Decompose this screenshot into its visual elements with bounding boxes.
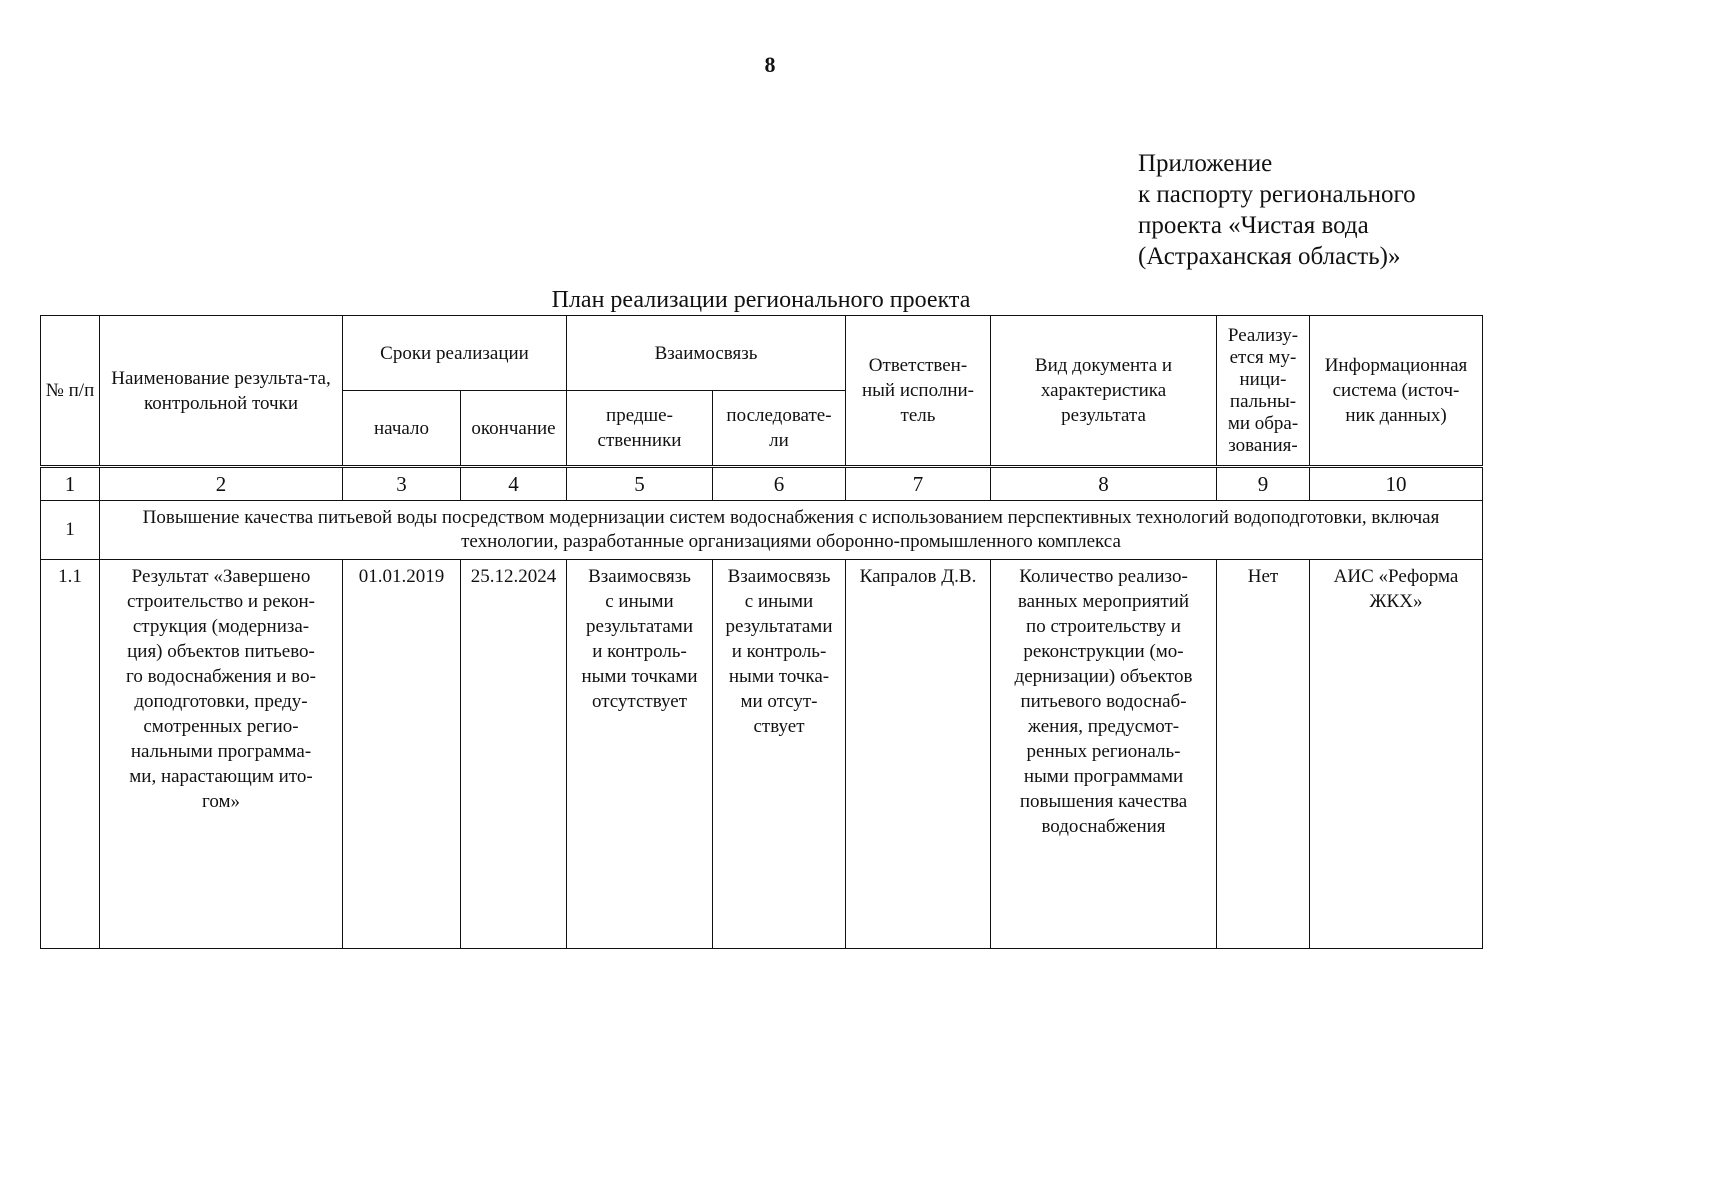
header-end (461, 391, 567, 467)
column-number: 2 (100, 467, 343, 501)
header-doc-type-label: Вид документа и характеристика результата (1034, 355, 1173, 426)
column-number: 4 (461, 467, 567, 501)
header-doc-type (991, 316, 1217, 467)
header-info-system-label: Информационная система (источ- ник данных) (1324, 355, 1468, 426)
section-number: 1 (41, 501, 100, 560)
row-municipal: Нет (1217, 560, 1310, 949)
row-end-date: 25.12.2024 (461, 560, 567, 949)
row-responsible: Капралов Д.В. (846, 560, 991, 949)
header-info-system (1310, 316, 1483, 467)
implementation-plan-table (40, 315, 1483, 949)
row-start-date: 01.01.2019 (343, 560, 461, 949)
column-numbers-row (41, 467, 1483, 501)
column-number: 5 (567, 467, 713, 501)
column-number: 10 (1310, 467, 1483, 501)
header-municipal-label: Реализу- ется му- ници- пальны- ми обра- зования- (1227, 324, 1299, 456)
row-result-name (100, 560, 343, 949)
row-predecessors (567, 560, 713, 949)
section-title: Повышение качества питьевой воды посредством модернизации систем водоснабжения с использованием перспективных технологий водоподготовки, включая технологии, разработанные организациями оборонно-промышленного комплекса (100, 501, 1483, 560)
section-row (41, 501, 1483, 560)
header-relation-label: Взаимосвязь (654, 342, 758, 364)
header-num-label: № п/п (45, 380, 95, 401)
column-number: 6 (713, 467, 846, 501)
appendix-line: Приложение (1138, 150, 1273, 177)
header-successors (713, 391, 846, 467)
row-successors-text: Взаимосвязь с иными результатами и контроль- ными точка- ми отсут- ствует (725, 566, 833, 737)
column-number: 8 (991, 467, 1217, 501)
header-relation (567, 316, 846, 391)
header-predecessors-label: предше- ственники (597, 405, 682, 451)
row-successors (713, 560, 846, 949)
row-info-system (1310, 560, 1483, 949)
header-municipal (1217, 316, 1310, 467)
appendix-line: к паспорту регионального (1138, 181, 1416, 208)
header-successors-label: последовате- ли (726, 405, 832, 451)
column-number: 7 (846, 467, 991, 501)
header-responsible-label: Ответствен- ный исполни- тель (861, 355, 974, 426)
header-name-label: Наименование результа-та, контрольной точки (111, 367, 331, 414)
header-start (343, 391, 461, 467)
column-number: 3 (343, 467, 461, 501)
header-start-label: начало (374, 417, 429, 439)
row-doc-type (991, 560, 1217, 949)
header-end-label: окончание (471, 417, 556, 439)
header-terms (343, 316, 567, 391)
page-number: 8 (764, 52, 776, 77)
appendix-line: проекта «Чистая вода (1138, 212, 1369, 239)
column-number: 1 (41, 467, 100, 501)
appendix-line: (Астраханская область)» (1138, 243, 1401, 270)
row-predecessors-text: Взаимосвязь с иными результатами и контроль- ными точками отсутствует (581, 566, 698, 712)
row-doc-type-text: Количество реализо- ванных мероприятий по строительству и реконструкции (мо- дернизации) объектов питьевого водоснаб- жения, предусмот- ренных региональ- ными программами повышения качества водоснабжения (1014, 566, 1193, 837)
table-row (41, 560, 1483, 949)
header-responsible (846, 316, 991, 467)
header-predecessors (567, 391, 713, 467)
header-num (41, 316, 100, 467)
header-name (100, 316, 343, 467)
row-info-system-text: АИС «Реформа ЖКХ» (1333, 566, 1459, 612)
row-result-name-text: Результат «Завершено строительство и рекон- струкция (модерниза- ция) объектов питьево- го водоснабжения и во- доподготовки, преду- смотренных регио- нальными программа- ми, нарастающим ито- гом» (126, 566, 316, 812)
header-terms-label: Сроки реализации (380, 342, 529, 364)
row-number: 1.1 (41, 560, 100, 949)
appendix-note (1138, 148, 1498, 272)
column-number: 9 (1217, 467, 1310, 501)
plan-title: План реализации регионального проекта (551, 287, 971, 313)
